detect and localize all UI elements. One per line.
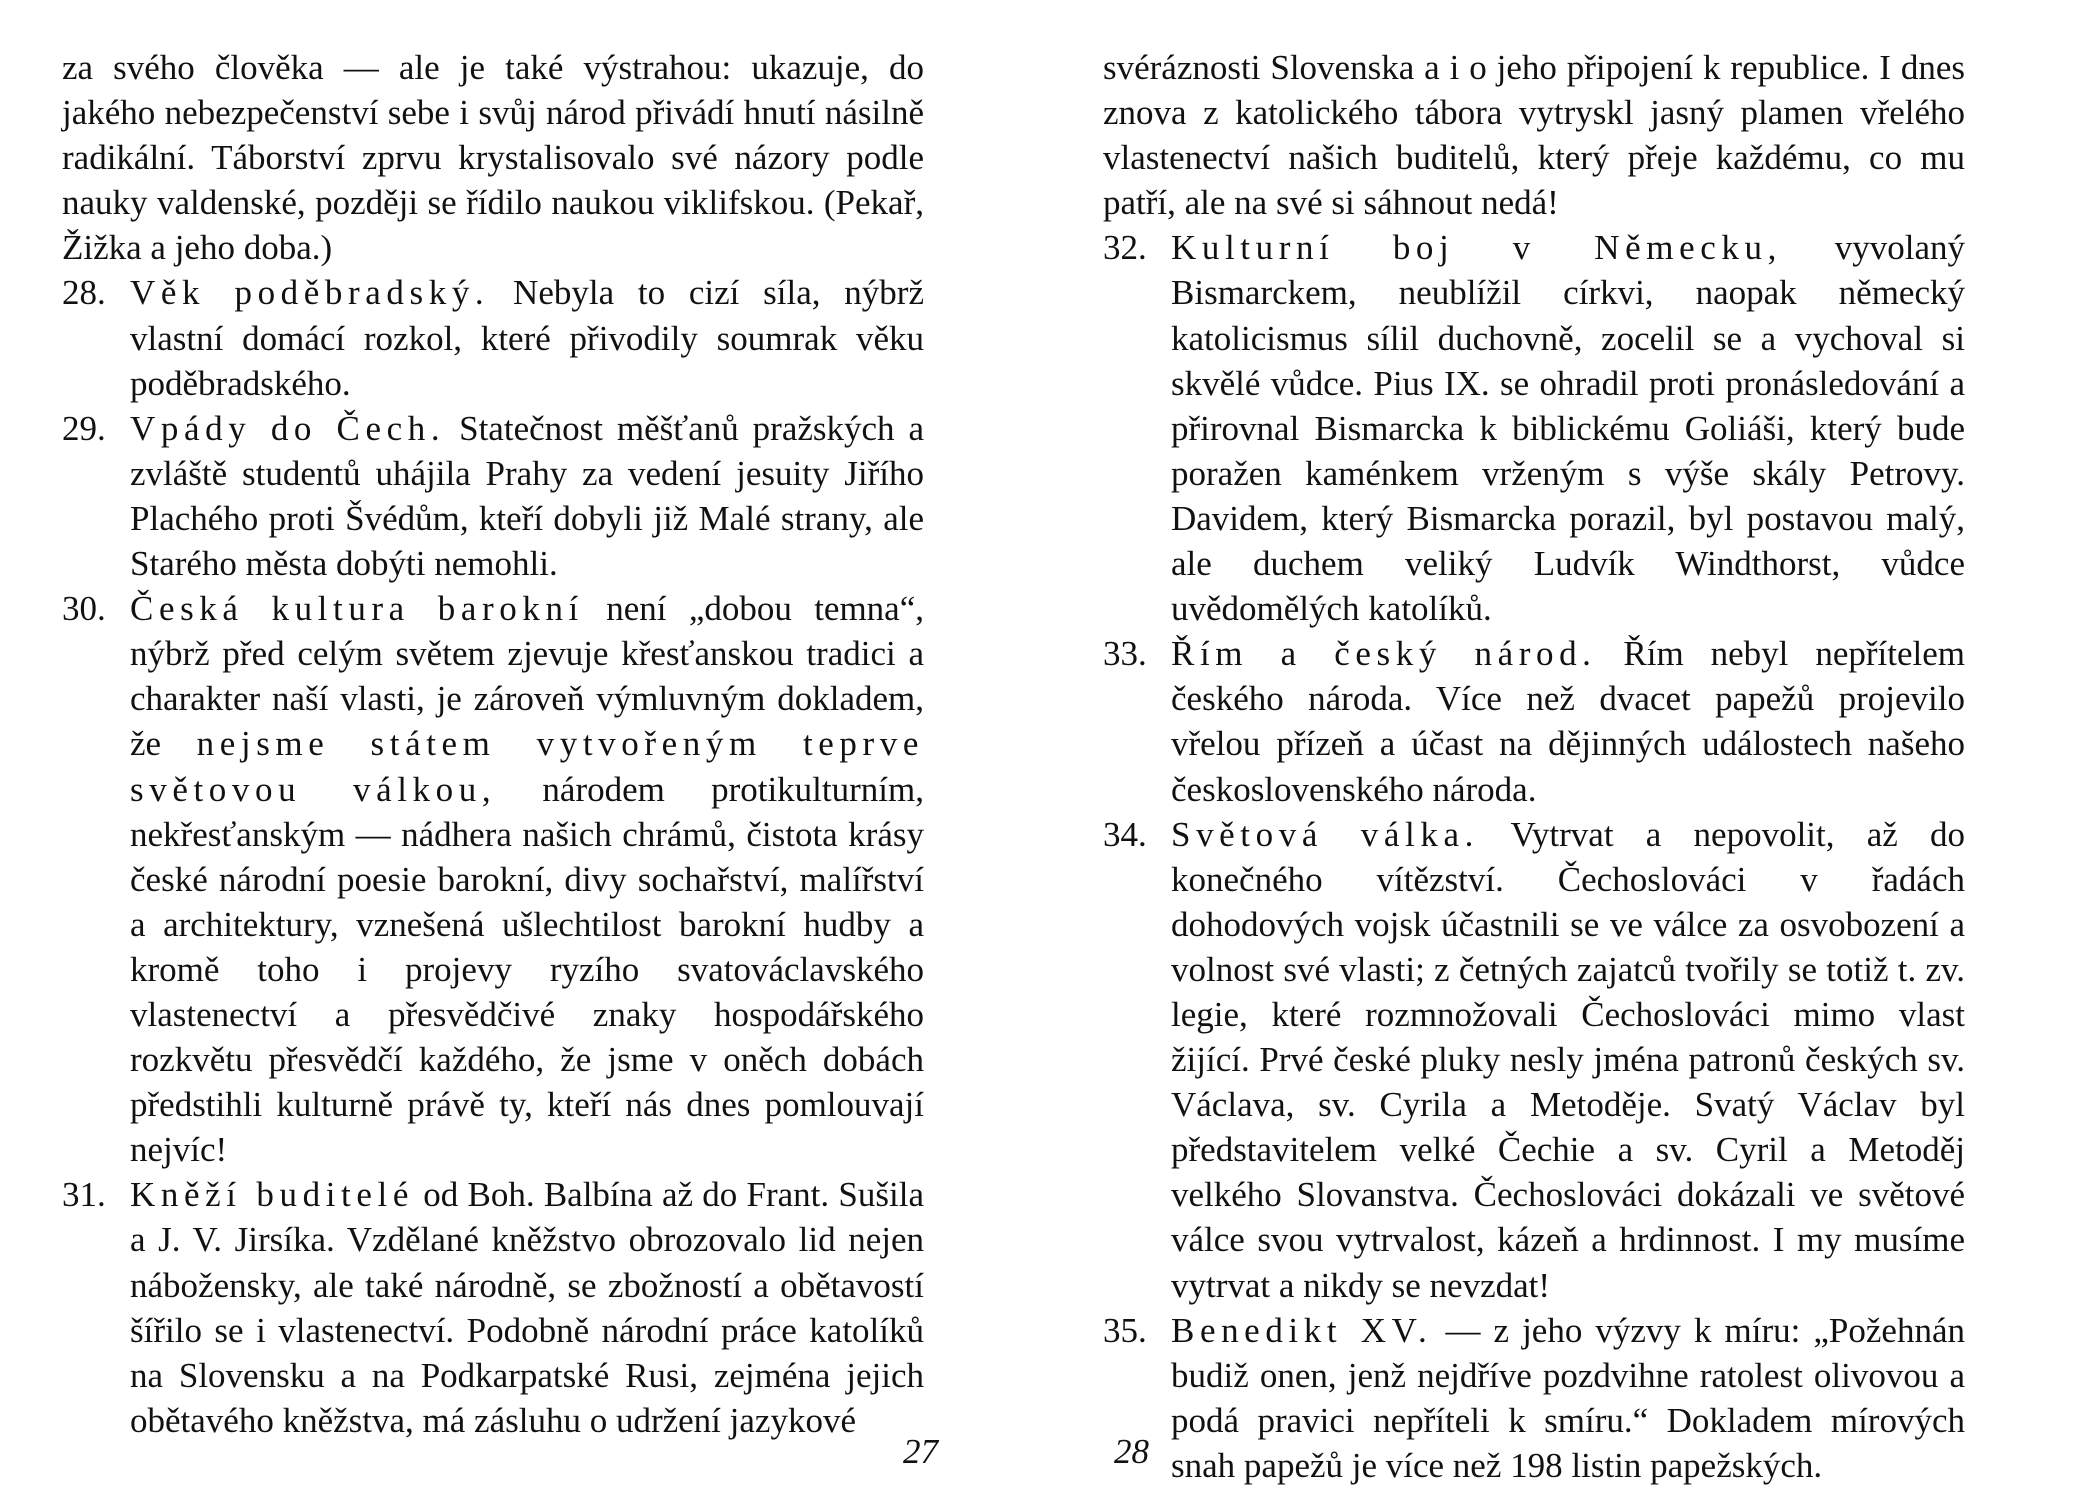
left-page: [0, 0, 938, 1500]
right-page: [1041, 0, 1966, 1500]
entry-text: Vytrvat a nepovolit, až do konečného vítězství. Čechoslováci v řadách dohodových vojsk účastnili se ve válce za osvobození a volnost své vlasti; z četných zajatců tvořily se totiž t. zv. legie, které rozmnožovali Čechoslováci mimo vlast žijící. Prvé české pluky nesly jména patronů českých sv. Václava, sv. Cyrila a Metoděje. Svatý Václav byl představitelem velké Čechie a sv. Cyril a Metoděj velkého Slovanstva. Čechoslováci dokázali ve světové válce svou vytrvalost, kázeň a hrdinnost. I my musíme vytrvat a nikdy se nevzdat!: [1171, 814, 1966, 1305]
entry-heading: Benedikt XV.: [1171, 1310, 1433, 1350]
entry-number: 35.: [1103, 1310, 1147, 1350]
entry-35: [1103, 1308, 1965, 1488]
entry-32: [1103, 225, 1965, 631]
entry-text: — z jeho výzvy k míru: „Požehnán budiž onen, jenž nejdříve pozdvihne ratolest olivovou a podá pravici nepříteli k smíru.“ Dokladem mírových snah papežů je více než 198 listin papežských.: [1171, 1310, 1965, 1485]
entry-text: národem protikulturním, nekřesťanským — nádhera našich chrámů, čistota krásy české národní poesie barokní, divy sochařství, malířství a architektury, vznešená ušlechtilost barokní hudby a kromě toho i projevy ryzího svatováclavského vlastenectví a přesvědčivé znaky hospodářského rozkvětu přesvědčí každého, že jsme v oněch dobách předstihli kulturně právě ty, kteří nás dnes pomlouvají nejvíc!: [130, 769, 924, 1170]
entry-number: 29.: [62, 408, 106, 448]
entry-text: od Boh. Balbína až do Frant. Sušila a J. V. Jirsíka. Vzdělané kněžstvo obrozovalo lid nejen nábožensky, ale také národně, se zbožností a obětavostí šířilo se i vlastenectví. Podobně národní práce katolíků na Slovensku a na Podkarpatské Rusi, zejména jejich obětavého kněžstva, má zásluhu o udržení jazykové: [130, 1175, 924, 1440]
entry-number: 33.: [1103, 634, 1147, 674]
entry-text: Řím nebyl nepřítelem českého národa. Více než dvacet papežů projevilo vřelou přízeň a účast na dějinných událostech našeho československého národa.: [1171, 634, 1965, 809]
entry-number: 28.: [62, 273, 106, 313]
entry-29: [62, 406, 924, 586]
continuation-paragraph: za svého člověka — ale je také výstrahou: ukazuje, do jakého nebezpečenství sebe i svůj národ přivádí hnutí násilně radikální. Táborství zprvu krystalisovalo své názory podle nauky valdenské, později se řídilo naukou viklifskou. (Pekař, Žižka a jeho doba.): [62, 48, 924, 268]
entry-text: Statečnost měšťanů pražských a zvláště studentů uhájila Prahy za vedení jesuity Jiřího Plachého proti Švédům, kteří dobyli již Malé strany, ale Starého města dobýti nemohli.: [130, 408, 924, 584]
page-number: 27: [903, 1432, 938, 1471]
entry-emphasis: nejsme státem vytvořeným teprve světovou válkou,: [130, 724, 925, 809]
entry-number: 31.: [62, 1175, 106, 1215]
entry-heading: Kněží buditelé: [130, 1175, 414, 1215]
entry-31: [62, 1172, 924, 1443]
entry-28: [62, 270, 924, 405]
entry-text: Nebyla to cizí síla, nýbrž vlastní domácí rozkol, které přivodily soumrak věku poděbradského.: [130, 273, 924, 403]
entry-number: 30.: [62, 589, 106, 629]
entry-heading: Světová válka.: [1171, 814, 1479, 854]
entry-heading: Vpády do Čech.: [130, 408, 446, 448]
entry-heading: Věk poděbradský.: [130, 273, 490, 313]
entry-number: 34.: [1103, 814, 1147, 854]
continuation-paragraph: svéráznosti Slovenska a i o jeho připojení k republice. I dnes znova z katolického tábora vytryskl jasný plamen vřelého vlastenectví našich buditelů, který přeje každému, co mu patří, ale na své si sáhnout nedá!: [1103, 48, 1965, 223]
left-page-text: [62, 45, 924, 1443]
entry-text: vyvolaný Bismarckem, neublížil církvi, naopak německý katolicismus sílil duchovně, zocelil se a vychoval si skvělé vůdce. Pius IX. se ohradil proti pronásledování a přirovnal Bismarcka k biblickému Goliáši, který bude poražen kaménkem vrženým s výše skály Petrovy. Davidem, který Bismarcka porazil, byl postavou malý, ale duchem veliký Ludvík Windthorst, vůdce uvědomělých katolíků.: [1171, 228, 1965, 629]
entry-34: [1103, 812, 1965, 1308]
entry-text: není „dobou temna“, nýbrž před celým světem zjevuje křesťanskou tradici a charakter naší vlasti, je zároveň výmluvným dokladem, že: [130, 589, 924, 764]
entry-heading: Česká kultura barokní: [130, 589, 584, 629]
entry-number: 32.: [1103, 228, 1147, 268]
entry-heading: Řím a český národ.: [1171, 634, 1597, 674]
right-page-text: [1103, 45, 1965, 1488]
page-number: 28: [1114, 1432, 1149, 1471]
entry-30: [62, 586, 924, 1172]
entry-33: [1103, 631, 1965, 811]
entry-heading: Kulturní boj v Německu,: [1171, 228, 1782, 268]
